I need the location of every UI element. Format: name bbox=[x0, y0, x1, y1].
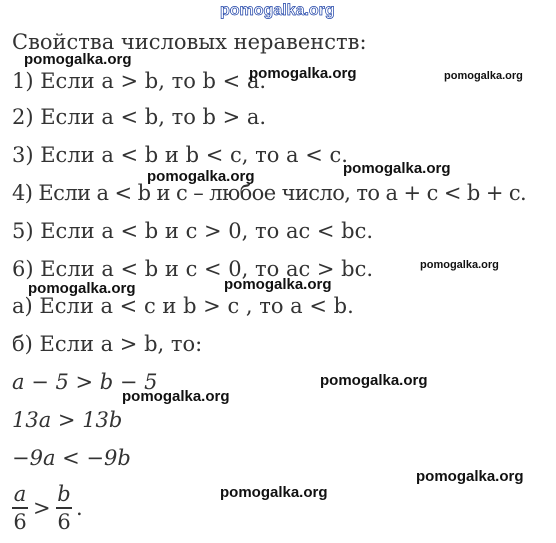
result-subtract: a − 5 > b − 5 bbox=[12, 370, 158, 394]
property-4: 4) Если a < b и c – любое число, то a + c < b + c. bbox=[12, 181, 527, 205]
fraction-right-numerator: b bbox=[57, 482, 71, 506]
property-2: 2) Если a < b, то b > a. bbox=[12, 105, 267, 129]
watermark: pomogalka.org bbox=[320, 372, 428, 389]
watermark: pomogalka.org bbox=[24, 51, 132, 68]
watermark: pomogalka.org bbox=[28, 280, 136, 297]
page-title: Свойства числовых неравенств: bbox=[12, 30, 367, 54]
fraction-right bbox=[56, 482, 72, 534]
property-1: 1) Если a > b, то b < a. bbox=[12, 69, 267, 93]
watermark: pomogalka.org bbox=[122, 388, 230, 405]
watermark: pomogalka.org bbox=[220, 484, 328, 501]
property-6: 6) Если a < b и c < 0, то ac > bc. bbox=[12, 257, 374, 281]
watermark: pomogalka.org bbox=[249, 65, 357, 82]
fraction-bar bbox=[12, 507, 28, 509]
watermark: pomogalka.org bbox=[444, 70, 523, 82]
fraction-left-numerator: a bbox=[13, 482, 27, 506]
result-multiply-positive: 13a > 13b bbox=[12, 408, 123, 432]
result-multiply-negative: −9a < −9b bbox=[12, 446, 131, 470]
fraction-left-denominator: 6 bbox=[13, 509, 27, 534]
watermark-top: pomogalka.org bbox=[220, 2, 335, 19]
fraction-right-denominator: 6 bbox=[57, 509, 71, 534]
watermark: pomogalka.org bbox=[224, 276, 332, 293]
property-5: 5) Если a < b и c > 0, то ac < bc. bbox=[12, 219, 374, 243]
watermark: pomogalka.org bbox=[420, 259, 499, 271]
watermark: pomogalka.org bbox=[416, 468, 524, 485]
fraction-end: . bbox=[76, 496, 83, 520]
watermark: pomogalka.org bbox=[343, 160, 451, 177]
part-a: а) Если a < c и b > c , то a < b. bbox=[12, 294, 354, 318]
fraction-relation: > bbox=[33, 496, 51, 520]
property-3: 3) Если a < b и b < c, то a < c. bbox=[12, 143, 348, 167]
part-b-intro: б) Если a > b, то: bbox=[12, 332, 203, 356]
watermark: pomogalka.org bbox=[147, 168, 255, 185]
fraction-bar bbox=[56, 507, 72, 509]
fraction-left bbox=[12, 482, 28, 534]
